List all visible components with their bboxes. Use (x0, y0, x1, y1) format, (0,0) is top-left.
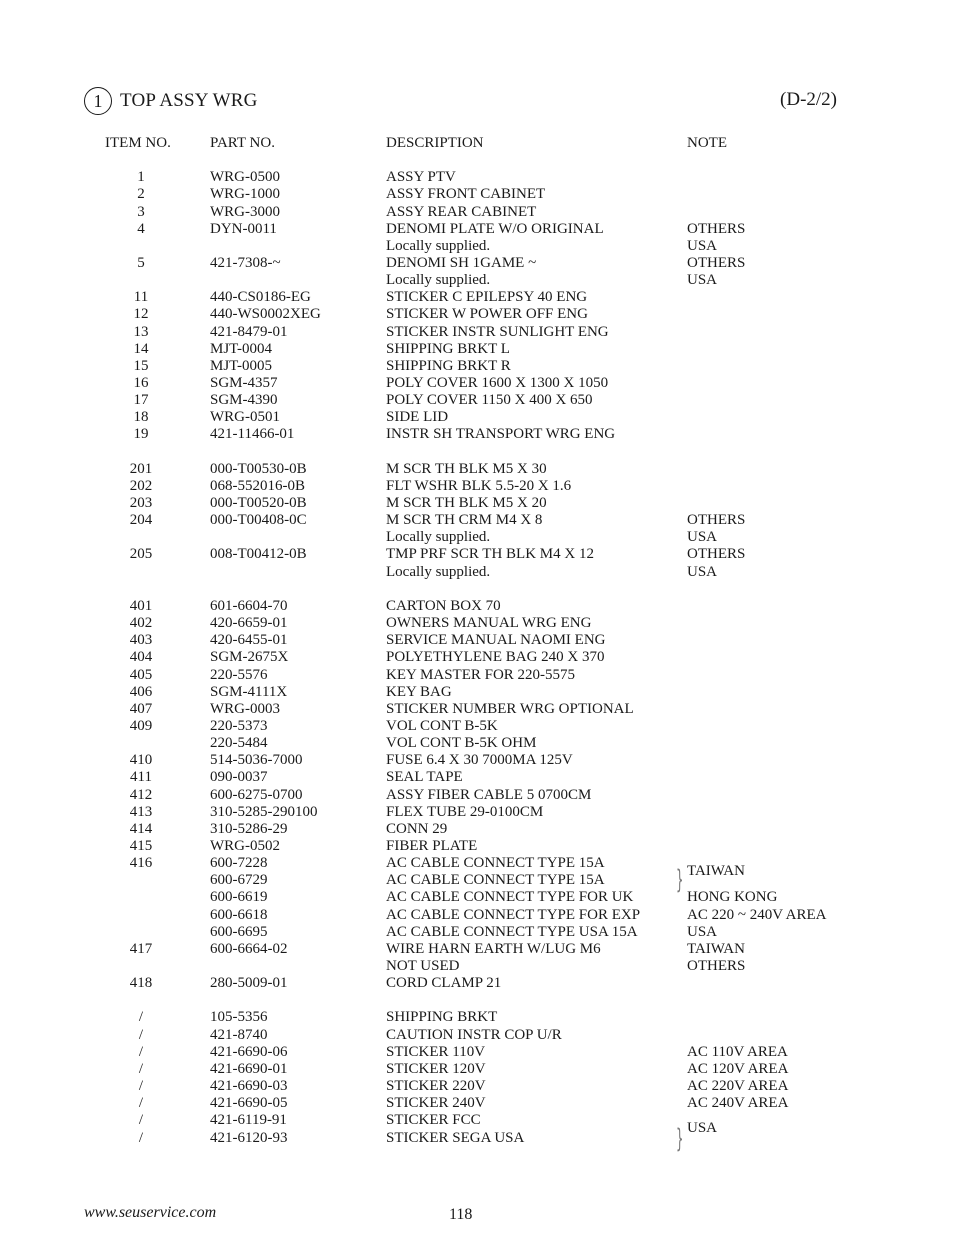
brace-icon: } (676, 1124, 684, 1154)
table-row (0, 924, 954, 941)
description-cell: ASSY PTV (386, 169, 456, 185)
description-cell: FLEX TUBE 29-0100CM (386, 804, 544, 820)
item-number-cell: / (138, 1130, 144, 1146)
item-number-cell: 3 (137, 204, 145, 220)
part-number-cell: WRG-0501 (210, 409, 280, 425)
description-cell: KEY BAG (386, 684, 452, 700)
table-row (0, 632, 954, 649)
part-number-cell: 514-5036-7000 (210, 752, 303, 768)
item-number-cell: / (138, 1078, 144, 1094)
footer-url: www.seuservice.com (84, 1204, 217, 1221)
description-cell: STICKER 220V (386, 1078, 486, 1094)
item-number-cell: 403 (129, 632, 153, 648)
part-number-cell: 600-6618 (210, 907, 268, 923)
item-number-cell: 19 (133, 426, 149, 442)
part-number-cell: 310-5286-29 (210, 821, 288, 837)
description-cell: VOL CONT B-5K OHM (386, 735, 537, 751)
description-cell: NOT USED (386, 958, 460, 974)
description-cell: STICKER C EPILEPSY 40 ENG (386, 289, 588, 305)
description-cell: Locally supplied. (386, 564, 491, 580)
description-cell: M SCR TH BLK M5 X 20 (386, 495, 547, 511)
item-number-cell: 416 (129, 855, 153, 871)
item-number-cell: 12 (133, 306, 149, 322)
table-row (0, 684, 954, 701)
description-cell: AC CABLE CONNECT TYPE 15A (386, 872, 605, 888)
part-number-cell: 000-T00520-0B (210, 495, 307, 511)
note-cell: USA (687, 272, 718, 288)
table-row (0, 495, 954, 512)
table-row (0, 975, 954, 992)
table-row (0, 667, 954, 684)
table-row (0, 718, 954, 735)
table-row (0, 1095, 954, 1112)
note-cell: USA (687, 238, 718, 254)
table-row (0, 958, 954, 975)
part-number-cell: 600-6729 (210, 872, 268, 888)
item-number-cell: 407 (129, 701, 153, 717)
part-number-cell: 421-11466-01 (210, 426, 295, 442)
description-cell: OWNERS MANUAL WRG ENG (386, 615, 592, 631)
item-number-cell: 13 (133, 324, 149, 340)
table-row (0, 1027, 954, 1044)
column-header-description: DESCRIPTION (386, 135, 484, 151)
description-cell: M SCR TH BLK M5 X 30 (386, 461, 547, 477)
brace-icon: } (676, 865, 684, 895)
description-cell: ASSY FRONT CABINET (386, 186, 546, 202)
item-number-cell: 401 (129, 598, 153, 614)
item-number-cell: 410 (129, 752, 153, 768)
part-number-cell: 420-6455-01 (210, 632, 288, 648)
part-number-cell: 421-6690-03 (210, 1078, 288, 1094)
description-cell: SEAL TAPE (386, 769, 463, 785)
note-cell: USA (687, 924, 718, 940)
part-number-cell: 421-6690-01 (210, 1061, 288, 1077)
description-cell: POLYETHYLENE BAG 240 X 370 (386, 649, 605, 665)
table-row (0, 1112, 954, 1129)
table-row (0, 1009, 954, 1026)
item-number-cell: 202 (129, 478, 153, 494)
item-number-cell: 11 (133, 289, 149, 305)
table-row (0, 204, 954, 221)
table-row (0, 529, 954, 546)
table-row (0, 392, 954, 409)
item-number-cell: / (138, 1095, 144, 1111)
description-cell: CARTON BOX 70 (386, 598, 501, 614)
description-cell: M SCR TH CRM M4 X 8 (386, 512, 543, 528)
note-cell: OTHERS (687, 221, 746, 237)
part-number-cell: 440-WS0002XEG (210, 306, 321, 322)
note-cell: AC 240V AREA (687, 1095, 789, 1111)
part-number-cell: 600-6619 (210, 889, 268, 905)
table-row (0, 821, 954, 838)
table-row (0, 598, 954, 615)
part-number-cell: MJT-0005 (210, 358, 272, 374)
part-number-cell: 440-CS0186-EG (210, 289, 311, 305)
part-number-cell: SGM-4390 (210, 392, 278, 408)
description-cell: STICKER 110V (386, 1044, 486, 1060)
description-cell: Locally supplied. (386, 272, 491, 288)
item-number-cell: 205 (129, 546, 153, 562)
note-cell: TAIWAN (687, 941, 745, 957)
part-number-cell: WRG-0500 (210, 169, 280, 185)
table-row (0, 1044, 954, 1061)
part-number-cell: 600-6275-0700 (210, 787, 303, 803)
description-cell: DENOMI PLATE W/O ORIGINAL (386, 221, 604, 237)
note-cell: OTHERS (687, 255, 746, 271)
part-number-cell: 090-0037 (210, 769, 268, 785)
table-row (0, 1061, 954, 1078)
description-cell: WIRE HARN EARTH W/LUG M6 (386, 941, 601, 957)
part-number-cell: 000-T00408-0C (210, 512, 307, 528)
description-cell: CORD CLAMP 21 (386, 975, 502, 991)
table-row (0, 375, 954, 392)
description-cell: STICKER FCC (386, 1112, 481, 1128)
description-cell: SIDE LID (386, 409, 449, 425)
table-row (0, 649, 954, 666)
description-cell: INSTR SH TRANSPORT WRG ENG (386, 426, 616, 442)
table-row (0, 546, 954, 563)
table-row (0, 289, 954, 306)
item-number-cell: 16 (133, 375, 149, 391)
description-cell: STICKER 120V (386, 1061, 486, 1077)
table-row (0, 872, 954, 889)
part-number-cell: 008-T00412-0B (210, 546, 307, 562)
part-number-cell: 068-552016-0B (210, 478, 305, 494)
table-row (0, 941, 954, 958)
description-cell: STICKER INSTR SUNLIGHT ENG (386, 324, 609, 340)
item-number-cell: 5 (137, 255, 145, 271)
description-cell: POLY COVER 1600 X 1300 X 1050 (386, 375, 609, 391)
item-number-cell: / (138, 1112, 144, 1128)
description-cell: SHIPPING BRKT (386, 1009, 498, 1025)
item-number-cell: 1 (137, 169, 145, 185)
item-number-cell: 417 (129, 941, 153, 957)
description-cell: AC CABLE CONNECT TYPE FOR EXP (386, 907, 641, 923)
page-title: TOP ASSY WRG (120, 90, 258, 111)
part-number-cell: 421-8740 (210, 1027, 268, 1043)
table-row (0, 787, 954, 804)
description-cell: SHIPPING BRKT L (386, 341, 510, 357)
table-row (0, 1078, 954, 1095)
part-number-cell: 421-6690-06 (210, 1044, 288, 1060)
description-cell: AC CABLE CONNECT TYPE USA 15A (386, 924, 638, 940)
description-cell: Locally supplied. (386, 238, 491, 254)
part-number-cell: DYN-0011 (210, 221, 277, 237)
item-number-cell: 4 (137, 221, 145, 237)
table-row (0, 752, 954, 769)
description-cell: DENOMI SH 1GAME ~ (386, 255, 537, 271)
item-number-cell: 415 (129, 838, 153, 854)
column-header-part: PART NO. (210, 135, 275, 151)
description-cell: CONN 29 (386, 821, 448, 837)
part-number-cell: MJT-0004 (210, 341, 272, 357)
table-row (0, 461, 954, 478)
item-number-cell: 418 (129, 975, 153, 991)
table-row (0, 615, 954, 632)
item-number-cell: 204 (129, 512, 153, 528)
table-row (0, 169, 954, 186)
table-row (0, 838, 954, 855)
item-number-cell: 409 (129, 718, 153, 734)
table-row (0, 478, 954, 495)
page-reference: (D-2/2) (780, 89, 837, 110)
column-header-note: NOTE (687, 135, 727, 151)
note-cell: AC 220V AREA (687, 1078, 789, 1094)
part-number-cell: 000-T00530-0B (210, 461, 307, 477)
part-number-cell: 601-6604-70 (210, 598, 288, 614)
group-note-taiwan: TAIWAN (687, 863, 745, 879)
description-cell: ASSY FIBER CABLE 5 0700CM (386, 787, 592, 803)
part-number-cell: 421-7308-~ (210, 255, 281, 271)
part-number-cell: WRG-0502 (210, 838, 280, 854)
description-cell: Locally supplied. (386, 529, 491, 545)
table-row (0, 272, 954, 289)
item-number-cell: 2 (137, 186, 145, 202)
description-cell: AC CABLE CONNECT TYPE 15A (386, 855, 605, 871)
item-number-cell: 203 (129, 495, 153, 511)
description-cell: STICKER W POWER OFF ENG (386, 306, 588, 322)
description-cell: STICKER 240V (386, 1095, 486, 1111)
part-number-cell: 600-6664-02 (210, 941, 288, 957)
table-row (0, 306, 954, 323)
section-heading (84, 86, 258, 116)
description-cell: FUSE 6.4 X 30 7000MA 125V (386, 752, 573, 768)
item-number-cell: 18 (133, 409, 149, 425)
part-number-cell: WRG-1000 (210, 186, 280, 202)
part-number-cell: WRG-0003 (210, 701, 280, 717)
description-cell: VOL CONT B-5K (386, 718, 498, 734)
item-number-cell: 14 (133, 341, 149, 357)
description-cell: STICKER NUMBER WRG OPTIONAL (386, 701, 634, 717)
table-row (0, 324, 954, 341)
item-number-cell: / (138, 1009, 144, 1025)
table-row (0, 701, 954, 718)
table-row (0, 426, 954, 443)
table-row (0, 221, 954, 238)
item-number-cell: 414 (129, 821, 153, 837)
part-number-cell: 220-5576 (210, 667, 268, 683)
section-number-badge: 1 (84, 87, 112, 115)
part-number-cell: 421-6119-91 (210, 1112, 287, 1128)
table-row (0, 735, 954, 752)
note-cell: AC 120V AREA (687, 1061, 789, 1077)
note-cell: AC 110V AREA (687, 1044, 788, 1060)
note-cell: OTHERS (687, 958, 746, 974)
description-cell: SHIPPING BRKT R (386, 358, 511, 374)
note-cell: USA (687, 529, 718, 545)
table-row (0, 804, 954, 821)
table-row (0, 409, 954, 426)
table-row (0, 855, 954, 872)
part-number-cell: 280-5009-01 (210, 975, 288, 991)
note-cell: OTHERS (687, 512, 746, 528)
table-row (0, 255, 954, 272)
description-cell: STICKER SEGA USA (386, 1130, 525, 1146)
group-note-usa: USA (687, 1120, 718, 1136)
item-number-cell: 402 (129, 615, 153, 631)
table-row (0, 186, 954, 203)
part-number-cell: 105-5356 (210, 1009, 268, 1025)
part-number-cell: SGM-4111X (210, 684, 288, 700)
item-number-cell: / (138, 1027, 144, 1043)
part-number-cell: 421-8479-01 (210, 324, 288, 340)
item-number-cell: / (138, 1061, 144, 1077)
description-cell: TMP PRF SCR TH BLK M4 X 12 (386, 546, 594, 562)
table-row (0, 341, 954, 358)
item-number-cell: 17 (133, 392, 149, 408)
description-cell: SERVICE MANUAL NAOMI ENG (386, 632, 606, 648)
item-number-cell: 201 (129, 461, 153, 477)
item-number-cell: 406 (129, 684, 153, 700)
note-cell: USA (687, 564, 718, 580)
table-row (0, 358, 954, 375)
part-number-cell: 421-6690-05 (210, 1095, 288, 1111)
page-number: 118 (449, 1206, 473, 1223)
description-cell: KEY MASTER FOR 220-5575 (386, 667, 576, 683)
item-number-cell: 411 (130, 769, 152, 785)
table-row (0, 769, 954, 786)
description-cell: ASSY REAR CABINET (386, 204, 537, 220)
table-row (0, 907, 954, 924)
description-cell: FLT WSHR BLK 5.5-20 X 1.6 (386, 478, 572, 494)
description-cell: AC CABLE CONNECT TYPE FOR UK (386, 889, 634, 905)
part-number-cell: 310-5285-290100 (210, 804, 318, 820)
part-number-cell: 220-5484 (210, 735, 268, 751)
table-row (0, 1130, 954, 1147)
description-cell: CAUTION INSTR COP U/R (386, 1027, 562, 1043)
part-number-cell: WRG-3000 (210, 204, 280, 220)
part-number-cell: 421-6120-93 (210, 1130, 288, 1146)
column-header-item: ITEM NO. (105, 135, 171, 151)
description-cell: POLY COVER 1150 X 400 X 650 (386, 392, 593, 408)
part-number-cell: SGM-2675X (210, 649, 289, 665)
part-number-cell: 600-6695 (210, 924, 268, 940)
item-number-cell: 15 (133, 358, 149, 374)
table-row (0, 889, 954, 906)
part-number-cell: 600-7228 (210, 855, 268, 871)
description-cell: FIBER PLATE (386, 838, 478, 854)
table-row (0, 564, 954, 581)
part-number-cell: SGM-4357 (210, 375, 278, 391)
part-number-cell: 420-6659-01 (210, 615, 288, 631)
table-row (0, 512, 954, 529)
item-number-cell: 405 (129, 667, 153, 683)
note-cell: AC 220 ~ 240V AREA (687, 907, 827, 923)
item-number-cell: 412 (129, 787, 153, 803)
item-number-cell: 413 (129, 804, 153, 820)
item-number-cell: 404 (129, 649, 153, 665)
table-row (0, 238, 954, 255)
note-cell: OTHERS (687, 546, 746, 562)
item-number-cell: / (138, 1044, 144, 1060)
group-note-hong-kong: HONG KONG (687, 889, 778, 905)
part-number-cell: 220-5373 (210, 718, 268, 734)
